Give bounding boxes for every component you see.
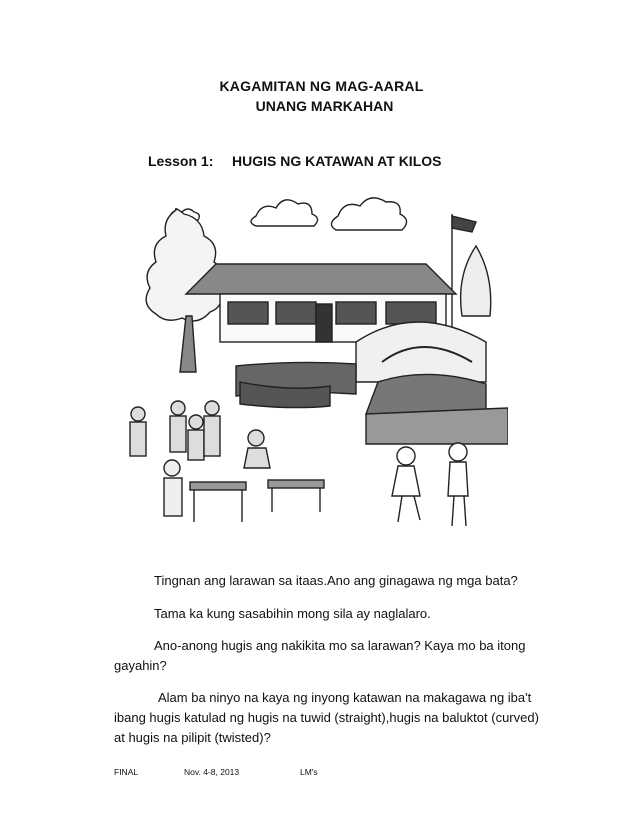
footer-code: LM's xyxy=(300,767,318,777)
lesson-title: HUGIS NG KATAWAN AT KILOS xyxy=(232,153,442,169)
document-subtitle: UNANG MARKAHAN xyxy=(255,98,394,114)
children-group-icon xyxy=(130,401,220,460)
footer-date: Nov. 4-8, 2013 xyxy=(184,767,240,777)
footer-label: FINAL xyxy=(114,767,139,777)
child-jumping-icon xyxy=(244,430,270,468)
tree-icon xyxy=(461,246,491,316)
bridge-icon xyxy=(356,322,508,444)
document-title: KAGAMITAN NG MAG-AARAL xyxy=(219,78,424,94)
paragraph-1: Tingnan ang larawan sa itaas.Ano ang ginagawa ng mga bata? xyxy=(154,573,518,588)
child-walking-icon xyxy=(448,443,468,526)
students-line-icon xyxy=(236,362,356,407)
child-walking-icon xyxy=(392,447,420,522)
cloud-icon xyxy=(331,198,406,230)
lesson-label: Lesson 1: xyxy=(148,153,214,169)
school-yard-illustration xyxy=(116,186,508,548)
paragraph-2: Tama ka kung sasabihin mong sila ay naglalaro. xyxy=(154,606,431,621)
paragraph-3: Ano-anong hugis ang nakikita mo sa larawan? Kaya mo ba itong gayahin? xyxy=(114,638,526,673)
cloud-icon xyxy=(251,200,318,226)
table-icon xyxy=(164,460,324,522)
paragraph-4: Alam ba ninyo na kaya ng inyong katawan na makagawa ng iba't ibang hugis katulad ng hugis na tuwid (straight),hugis na baluktot (curved) at hugis na pilipit (twisted)? xyxy=(114,690,539,745)
